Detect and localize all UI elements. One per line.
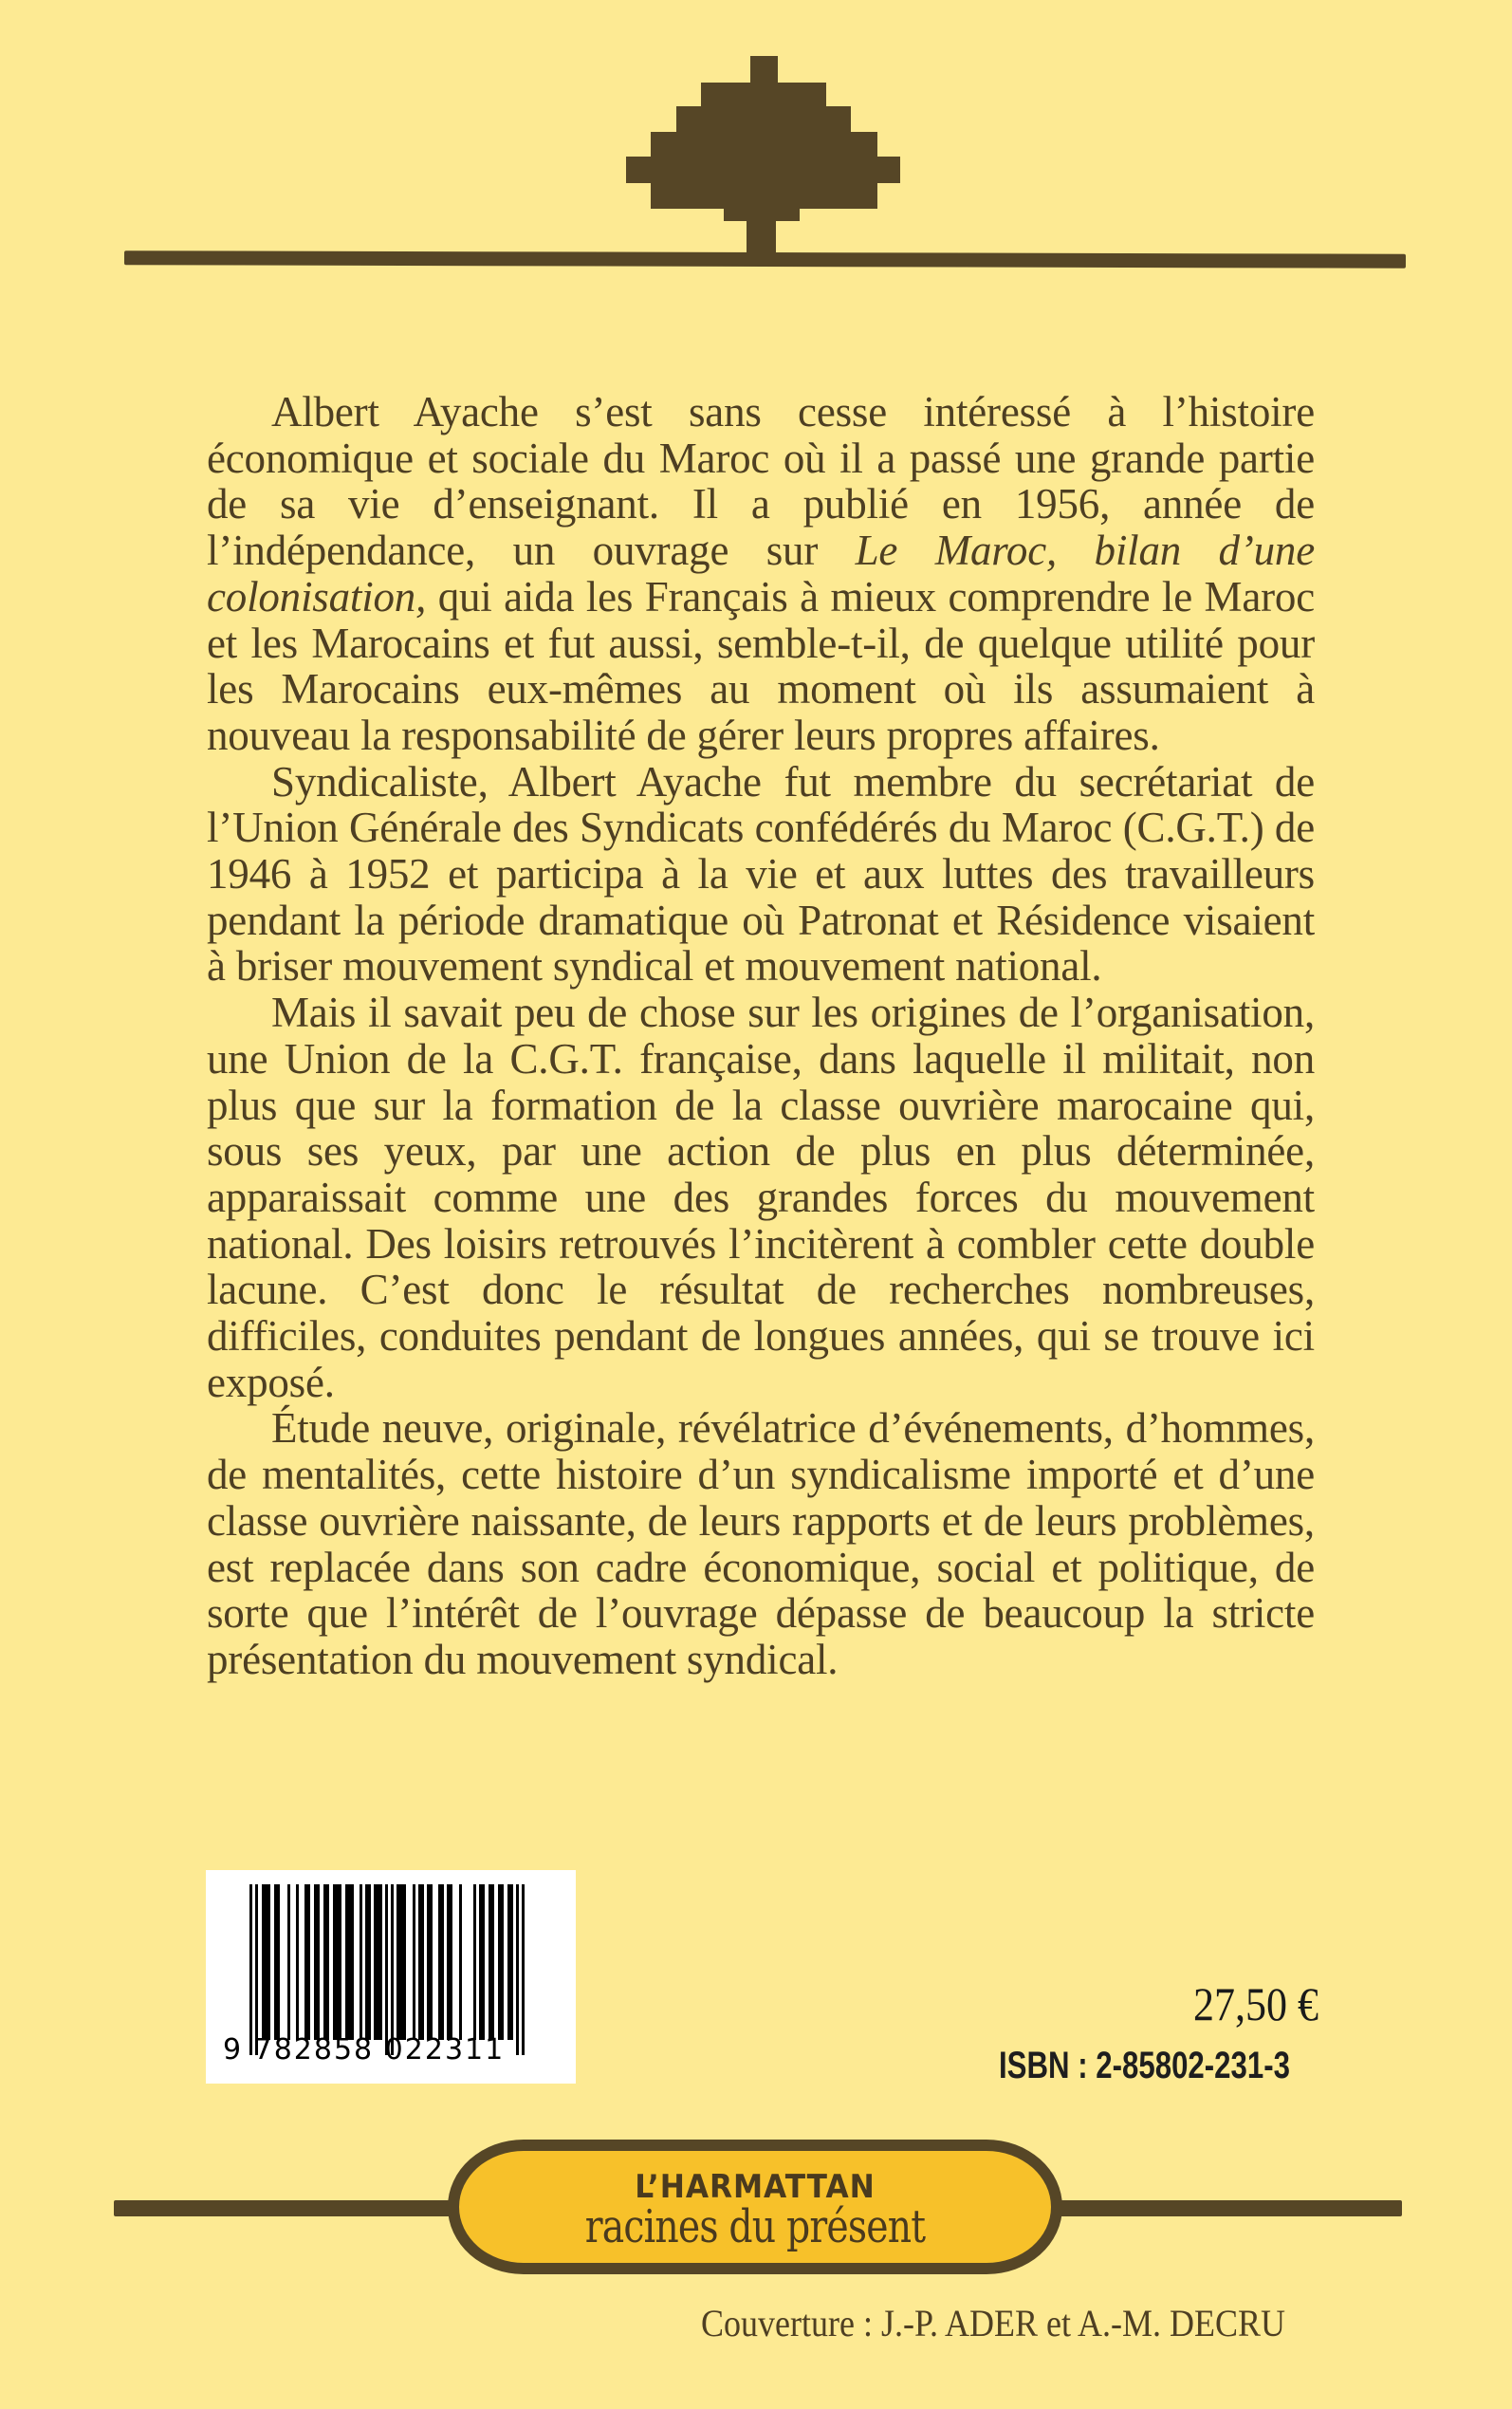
blurb-paragraph-3: Mais il savait peu de chose sur les origines de l’organisation, une Union de la C.G.T. française, dans laquelle il militait, non plus que sur la formation de la classe ouvrière marocaine qui, sous ses yeux, par une action de plus en plus déterminée, apparaissait comme une des grandes forces du mouvement national. Des loisirs retrouvés l’incitèrent à combler cette double lacune. C’est donc le résultat de recherches nombreuses, difficiles, conduites pendant de longues années, qui se trouve ici exposé.: [207, 989, 1315, 1406]
barcode-bars: [249, 1884, 550, 2055]
blurb-text: [207, 389, 1315, 1683]
isbn-label: ISBN : 2-85802-231-3: [999, 2045, 1290, 2086]
publisher-brand: L’HARMATTAN: [635, 2168, 876, 2206]
series-name: racines du présent: [584, 2200, 926, 2253]
barcode-digits: 9 782858 022311: [223, 2033, 506, 2066]
isbn-barcode: [206, 1870, 576, 2084]
blurb-paragraph-4: Étude neuve, originale, révélatrice d’événements, d’hommes, de mentalités, cette histoire d’un syndicalisme importé et d’une classe ouvrière naissante, de leurs rapports et de leurs problèmes, est replacée dans son cadre économique, social et politique, de sorte que l’intérêt de l’ouvrage dépasse de beaucoup la stricte présentation du mouvement syndical.: [207, 1404, 1315, 1683]
cover-credit: Couverture : J.-P. ADER et A.-M. DECRU: [701, 2302, 1285, 2344]
blurb-paragraph-1: Albert Ayache s’est sans cesse intéressé à l’histoire économique et sociale du Maroc où il a passé une grande partie de sa vie d’enseignant. Il a publié en 1956, année de l’indépendance, un ouvrage sur Le Maroc, bilan d’une colonisation, qui aida les Français à mieux comprendre le Maroc et les Marocains et fut aussi, semble-t-il, de quelque utilité pour les Marocains eux-mêmes au moment où ils assumaient à nouveau la responsabilité de gérer leurs propres affaires.: [207, 388, 1315, 759]
top-rule-divider: [124, 250, 1406, 269]
publisher-badge: [448, 2140, 1062, 2274]
blurb-paragraph-2: Syndicaliste, Albert Ayache fut membre du secrétariat de l’Union Générale des Syndicats confédérés du Maroc (C.G.T.) de 1946 à 1952 et participa à la vie et aux luttes des travailleurs pendant la période dramatique où Patronat et Résidence visaient à briser mouvement syndical et mouvement national.: [207, 757, 1315, 991]
book-title-italic: Le Maroc, bilan d’une colonisation,: [207, 527, 1315, 621]
price-label: 27,50 €: [1193, 1977, 1318, 2030]
